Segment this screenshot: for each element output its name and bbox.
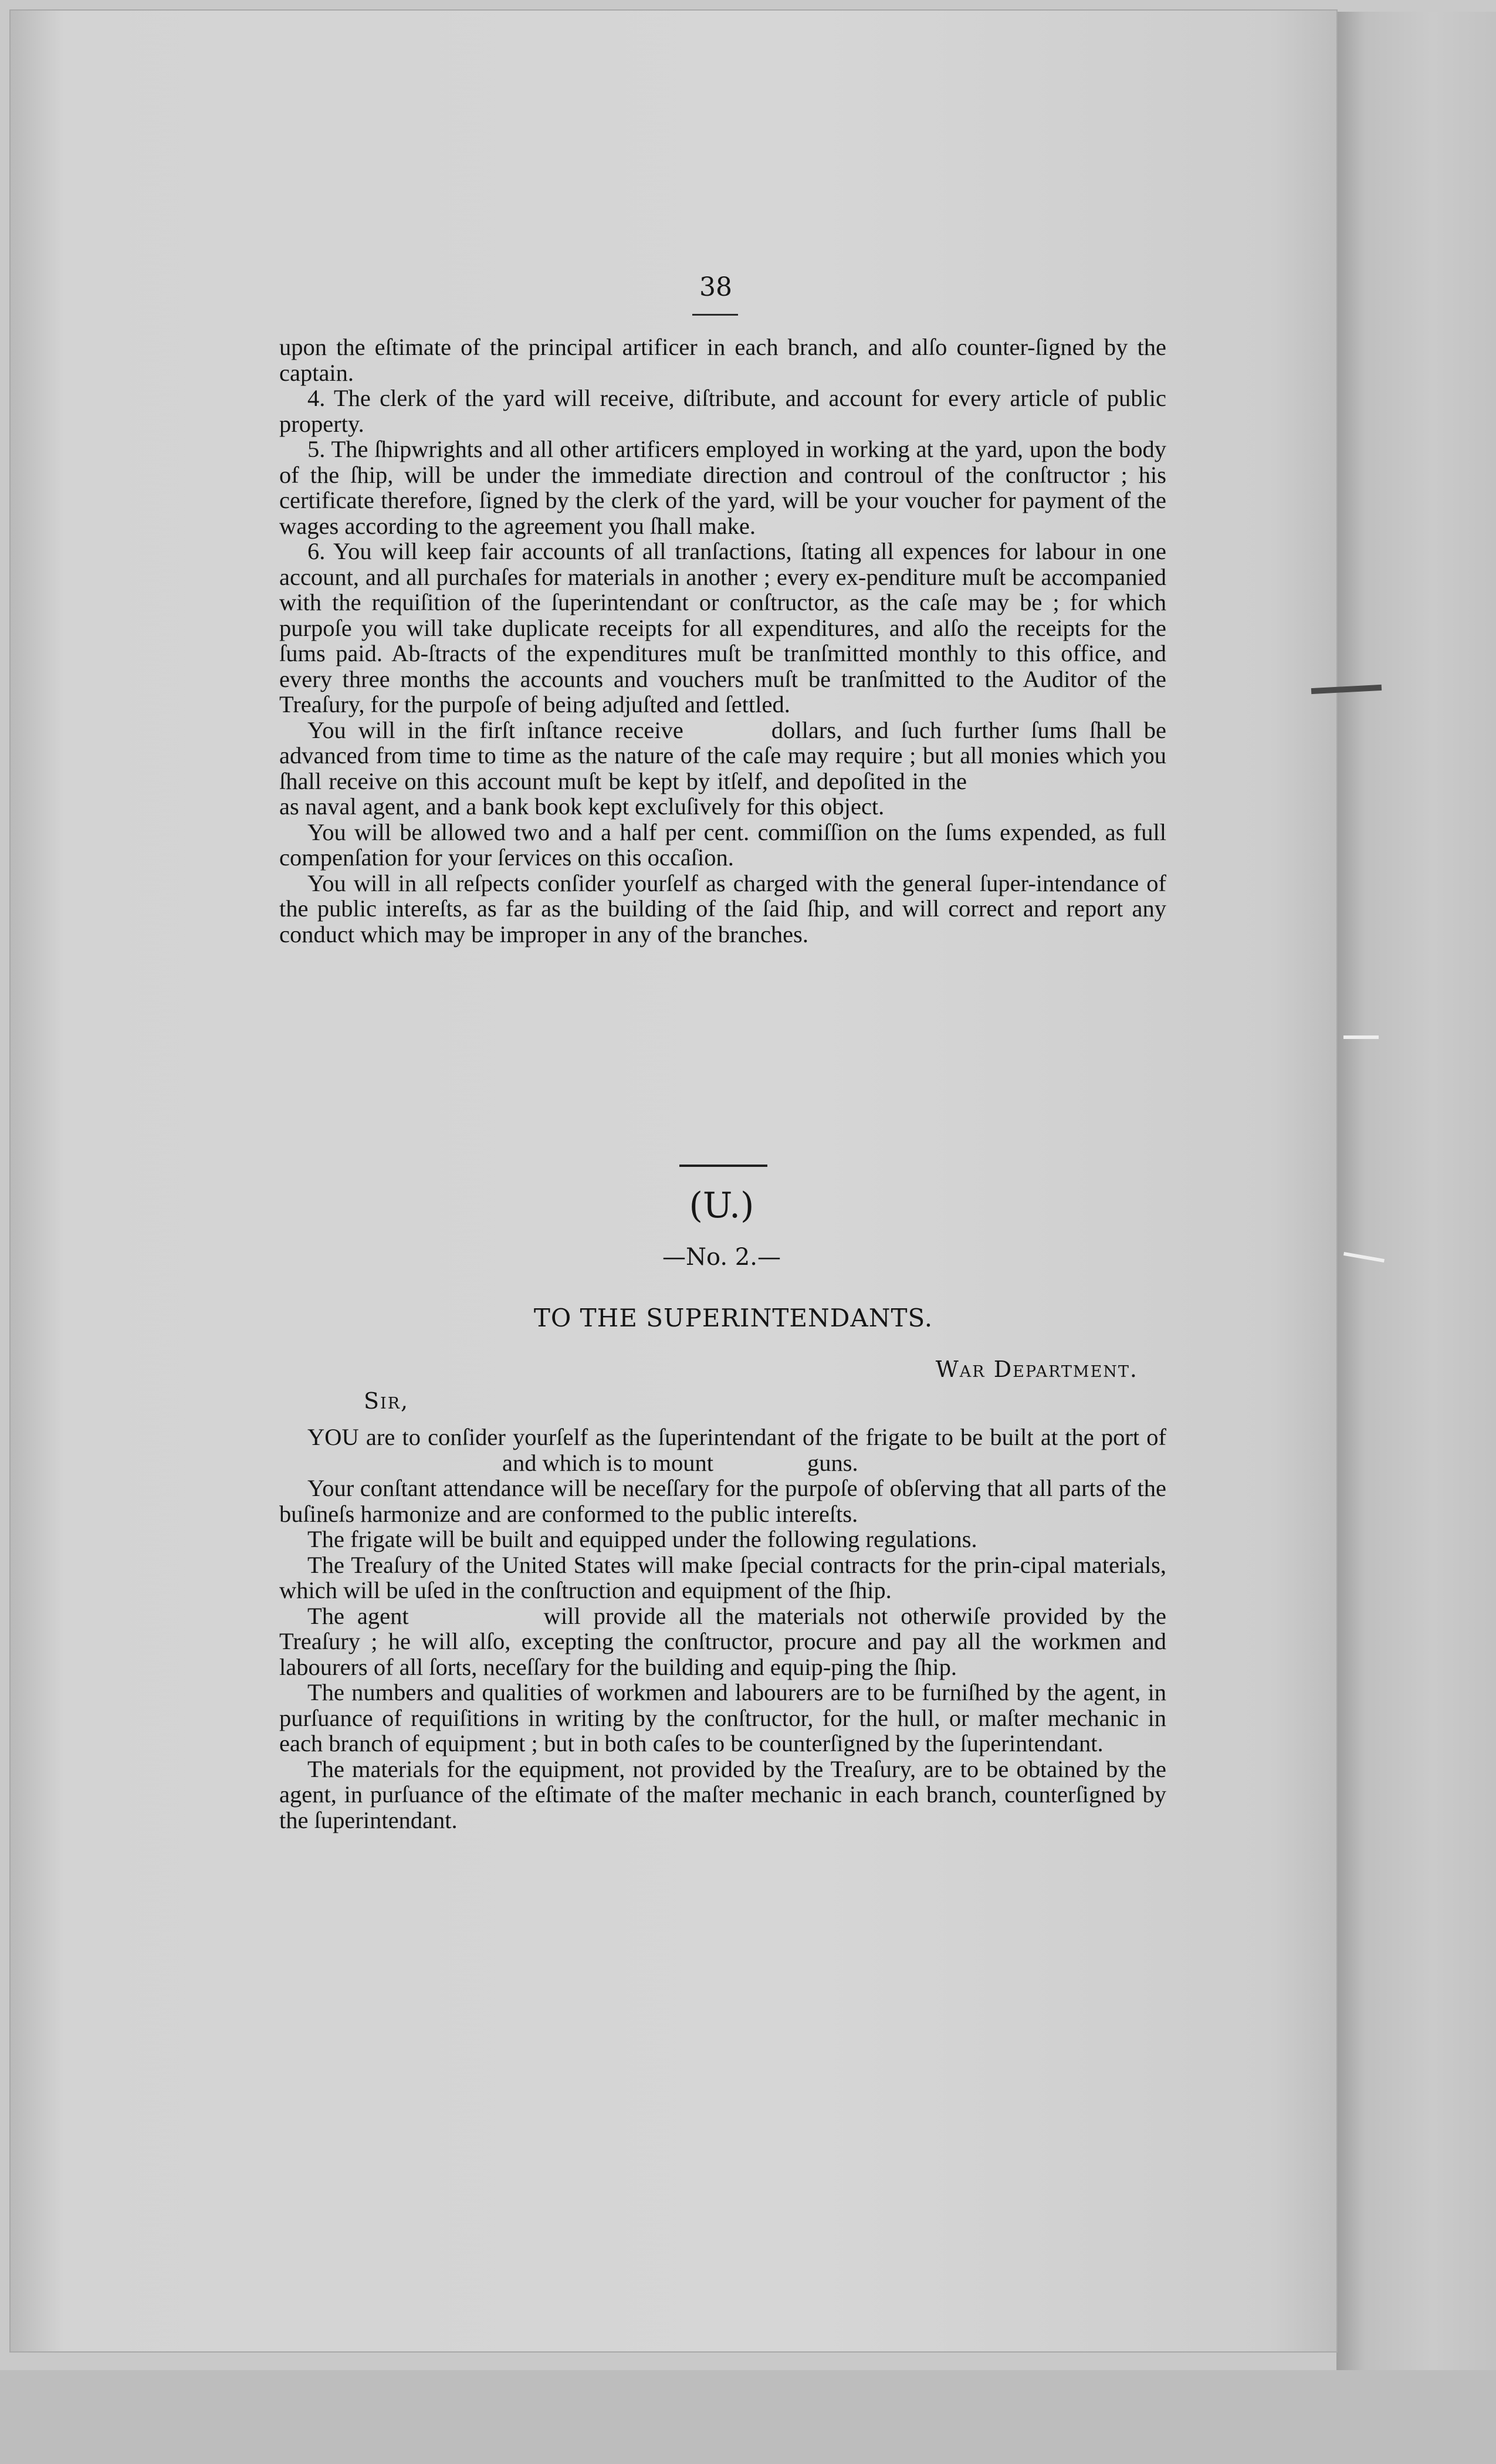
body-text-part2 <box>279 1424 1166 1833</box>
frigate-text-c: guns. <box>807 1449 858 1476</box>
paragraph-attendance: Your conſtant attendance will be neceſſary for the purpoſe of obſerving that all parts of the buſineſs harmonize and are conformed to the public intereſts. <box>279 1475 1166 1527</box>
section-letter: (U.) <box>689 1185 754 1226</box>
advance-text-b: dollars, and ſuch further ſums ſhall be advanced from time to time as the nature of the caſe may require ; but all monies which you ſhall receive on this account muſt be kept by itſelf, and depoſited in the <box>279 716 1166 794</box>
adjacent-page-edge <box>1336 12 1496 2417</box>
paper-fold-mark <box>1343 1035 1379 1039</box>
paragraph-materials: The materials for the equipment, not provided by the Treaſury, are to be obtained by the agent, in purſuance of the eſtimate of the maſter mechanic in each branch, counterſigned by the ſuperintendant. <box>279 1755 1166 1833</box>
advance-text-c: as naval agent, and a bank book kept excluſively for this object. <box>279 793 885 820</box>
paragraph-continuation: upon the eſtimate of the principal artificer in each branch, and alſo counter-ſigned by the captain. <box>279 334 1166 386</box>
paragraph-workmen: The numbers and qualities of workmen and labourers are to be furniſhed by the agent, in purſuance of requiſitions in writing by the conſtructor, for the hull, or maſter mechanic in each branch of equipment ; but in both caſes to be counterſigned by the ſuperintendant. <box>279 1679 1166 1756</box>
paragraph-commission: You will be allowed two and a half per cent. commiſſion on the ſums expended, as full compenſation for your ſervices on this occaſion. <box>279 818 1166 871</box>
department-line: War Department. <box>935 1356 1138 1382</box>
salutation: Sir, <box>364 1388 409 1414</box>
section-title: TO THE SUPERINTENDANTS. <box>533 1304 933 1332</box>
agent-text-a: The agent <box>307 1602 409 1629</box>
body-text-part1 <box>279 334 1166 947</box>
scan-bottom-margin <box>0 2370 1496 2464</box>
paragraph-6: 6. You will keep fair accounts of all tranſactions, ſtating all expences for labour in one account, and all purchaſes for materials in another ; every ex-penditure muſt be accompanied with the requiſition of the ſuperintendant or conſtructor, as the caſe may be ; for which purpoſe you will take duplicate receipts for all expenditures, and alſo the receipts for the ſums paid. Ab-ſtracts of the expenditures muſt be tranſmitted monthly to this office, and every three months the accounts and vouchers muſt be tranſmitted to the Auditor of the Treaſury, for the purpoſe of being adjuſted and ſettled. <box>279 538 1166 717</box>
frigate-text-b: and which is to mount <box>502 1449 713 1476</box>
page-number-rule <box>692 314 738 316</box>
paragraph-regulations: The frigate will be built and equipped under the following regulations. <box>307 1526 977 1552</box>
agent-text-b: will provide all the materials not otherwiſe provided by the Treaſury ; he will alſo, excepting the conſtructor, procure and pay all the workmen and labourers of all ſorts, neceſſary for the building and equip-ping the ſhip. <box>279 1602 1167 1680</box>
paragraph-4: 4. The clerk of the yard will receive, diſtribute, and account for every article of public property. <box>279 385 1166 437</box>
paragraph-frigate <box>279 1424 1166 1475</box>
paragraph-advance <box>279 717 1166 820</box>
frigate-text-a: YOU are to conſider yourſelf as the ſuperintendant of the frigate to be built at the port of <box>307 1424 1166 1450</box>
paragraph-5: 5. The ſhipwrights and all other artificers employed in working at the yard, upon the body of the ſhip, will be under the immediate direction and controul of the conſtructor ; his certificate therefore, ſigned by the clerk of the yard, will be your voucher for payment of the wages according to the agreement you ſhall make. <box>279 436 1166 539</box>
section-number: —No. 2.— <box>662 1244 781 1271</box>
paragraph-treasury: The Treaſury of the United States will make ſpecial contracts for the prin-cipal materials, which will be uſed in the conſtruction and equipment of the ſhip. <box>279 1551 1166 1603</box>
paragraph-agent <box>279 1603 1166 1680</box>
advance-text-a: You will in the firſt inſtance receive <box>307 716 683 743</box>
paragraph-superintendance: You will in all reſpects conſider yourſelf as charged with the general ſuper-intendance of the public intereſts, as far as the building of the ſaid ſhip, and will correct and report any conduct which may be improper in any of the branches. <box>279 869 1166 947</box>
page-number: 38 <box>699 272 732 302</box>
section-divider <box>679 1165 767 1167</box>
